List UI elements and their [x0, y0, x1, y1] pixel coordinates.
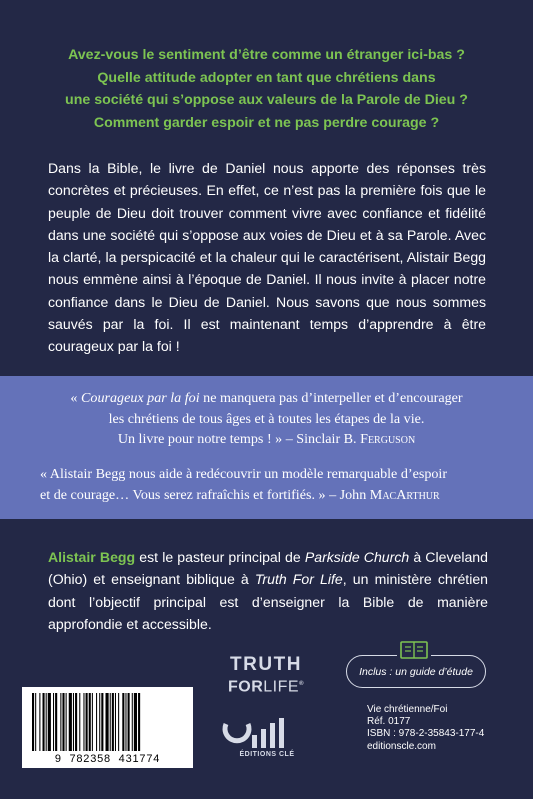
barcode-bars	[22, 687, 193, 753]
barcode-digits: 9 782358 431774	[54, 753, 161, 765]
book-ref: Réf. 0177	[367, 716, 411, 728]
book-category: Vie chrétienne/Foi	[367, 704, 448, 715]
endorser-surname: Ferguson	[360, 431, 416, 447]
intro-questions	[20, 44, 513, 134]
logo-text: LIFE	[263, 678, 300, 696]
truth-for-life-logo	[216, 655, 316, 697]
logo-mark: ®	[299, 681, 304, 687]
logo-text: TRUTH	[230, 654, 302, 675]
endorsement-macarthur	[40, 464, 493, 505]
endorsement-text: les chrétiens de tous âges et à toutes les étapes de la vie.	[108, 410, 425, 427]
intro-question: une société qui s’oppose aux valeurs de la Parole de Dieu ?	[65, 92, 468, 108]
intro-question: Avez-vous le sentiment d’être comme un étranger ici-bas ?	[68, 47, 465, 63]
editions-cle-logo	[219, 718, 315, 764]
book-isbn: ISBN : 978-2-35843-177-4	[367, 728, 485, 740]
endorsement-text: « Alistair Begg nous aide à redécouvrir un modèle remarquable d’espoir	[40, 466, 448, 482]
publisher-name: ÉDITIONS CLÉ	[239, 751, 295, 758]
open-book-icon	[397, 639, 431, 661]
endorsement-text: Un livre pour notre temps ! » – Sinclair B.	[117, 431, 361, 447]
intro-question: Quelle attitude adopter en tant que chrétiens dans	[97, 69, 436, 86]
barcode	[22, 687, 193, 768]
key-logo-icon	[219, 718, 315, 750]
bio-text: est le pasteur principal de	[135, 549, 305, 565]
endorser-surname: MacArthur	[369, 486, 440, 503]
badge-label: Inclus : un guide d’étude	[359, 665, 473, 678]
bio-text: , un ministère chrétien dont l’objectif principal est d’enseigner la Bible de manière approfondie et accessible.	[48, 571, 489, 632]
author-bio	[48, 546, 488, 635]
bio-text: à Cleveland (Ohio) et enseignant biblique à	[48, 549, 488, 588]
book-title: Courageux par la foi	[81, 390, 200, 406]
logo-text: FOR	[228, 678, 264, 696]
author-name: Alistair Begg	[48, 549, 136, 565]
endorsement-text: ne manquera pas d’interpeller et d’encourager	[199, 390, 463, 406]
open-quote: «	[70, 390, 81, 406]
church-name: Parkside Church	[304, 549, 410, 565]
ministry-name: Truth For Life	[254, 571, 343, 588]
endorsement-text: et de courage… Vous serez rafraîchis et fortifiés. » – John	[40, 486, 370, 503]
publisher-website: editionscle.com	[367, 740, 436, 752]
book-description: Dans la Bible, le livre de Daniel nous apporte des réponses très concrètes et précieuses. En effet, ce n’est pas la première fois que le peuple de Dieu doit trouver comment vivre avec confiance et fidélité dans une société qui s’oppose aux voies de Dieu et à sa Parole. Avec la clarté, la perspicacité et la chaleur qui le caractérisent, Alistair Begg nous emmène ainsi à l’époque de Daniel. Il nous invite à placer notre confiance dans le Dieu de Daniel. Nous savons que nous sommes sauvés par la foi. Il est maintenant temps d’apprendre à être courageux par la foi !	[48, 160, 486, 355]
book-metadata	[367, 704, 517, 753]
endorsement-ferguson	[40, 388, 493, 450]
intro-question: Comment garder espoir et ne pas perdre courage ?	[93, 114, 440, 131]
